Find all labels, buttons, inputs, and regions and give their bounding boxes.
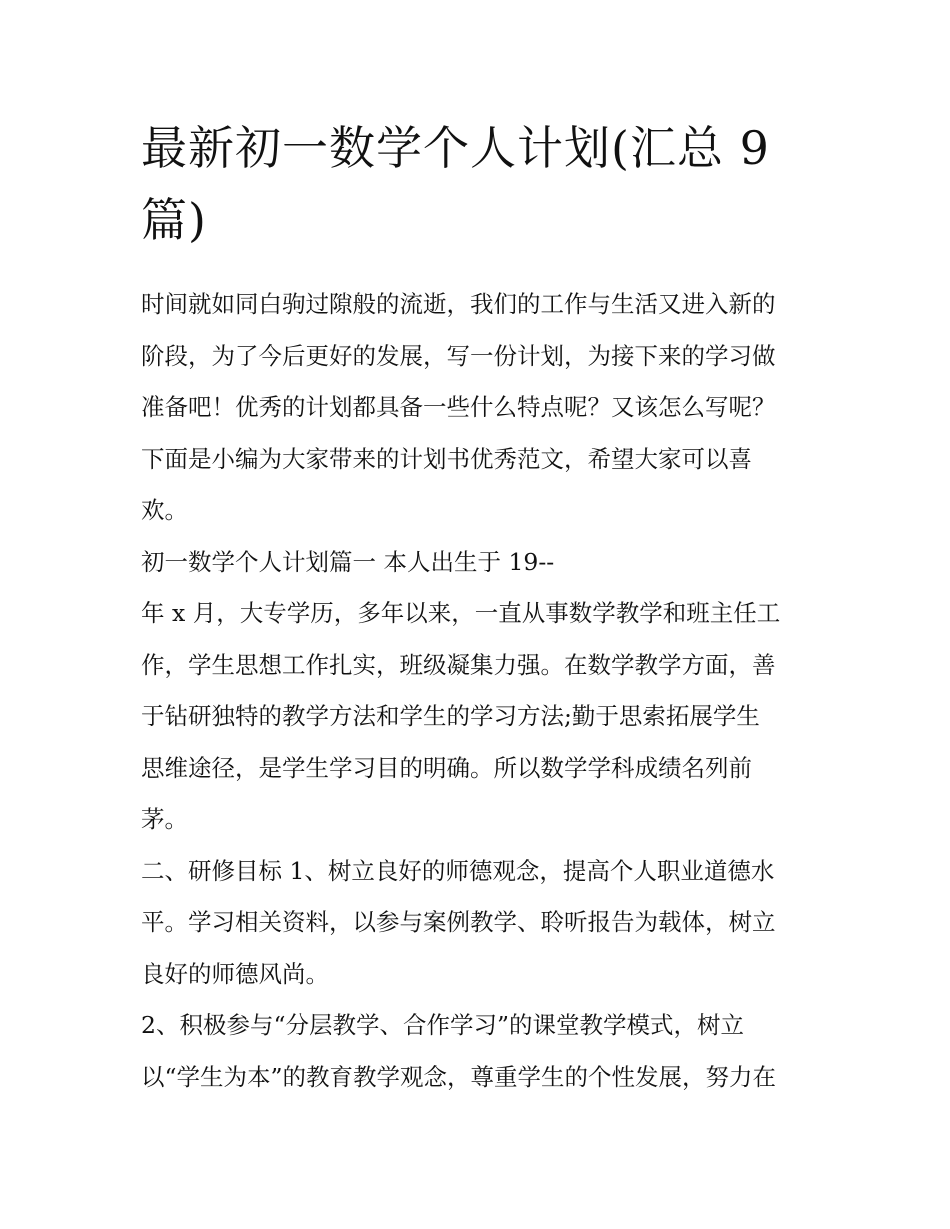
text-line: 作，学生思想工作扎实，班级凝集力强。在数学教学方面，善 — [141, 650, 776, 679]
text-line: 于钻研独特的教学方法和学生的学习方法;勤于思索拓展学生 — [141, 702, 760, 730]
document-body — [141, 279, 821, 1103]
text-line: 茅。 — [141, 805, 188, 833]
section-heading-line: 初一数学个人计划篇一 本人出生于 19-- — [141, 547, 555, 576]
text-line: 下面是小编为大家带来的计划书优秀范文，希望大家可以喜 — [141, 444, 752, 473]
title-line-1: 最新初一数学个人计划(汇总 9 — [141, 121, 770, 175]
text-line: 欢。 — [141, 496, 188, 524]
text-line: 良好的师德风尚。 — [141, 959, 329, 988]
document-title — [141, 112, 821, 256]
text-line: 年 x 月，大专学历，多年以来，一直从事数学教学和班主任工 — [141, 599, 781, 627]
title-line-2: 篇) — [141, 193, 207, 247]
text-line: 时间就如同白驹过隙般的流逝，我们的工作与生活又进入新的 — [141, 290, 776, 318]
text-line: 阶段，为了今后更好的发展，写一份计划，为接下来的学习做 — [141, 341, 776, 370]
text-line: 思维途径，是学生学习目的明确。所以数学学科成绩名列前 — [141, 753, 752, 782]
text-line: 准备吧！优秀的计划都具备一些什么特点呢？又该怎么写呢？ — [141, 393, 776, 421]
text-line: 以“学生为本”的教育教学观念，尊重学生的个性发展，努力在 — [141, 1062, 777, 1091]
text-line: 二、研修目标 1、树立良好的师德观念，提高个人职业道德水 — [141, 856, 775, 885]
text-line: 平。学习相关资料，以参与案例教学、聆听报告为载体，树立 — [141, 908, 776, 936]
text-line: 2、积极参与“分层教学、合作学习”的课堂教学模式，树立 — [141, 1011, 744, 1039]
